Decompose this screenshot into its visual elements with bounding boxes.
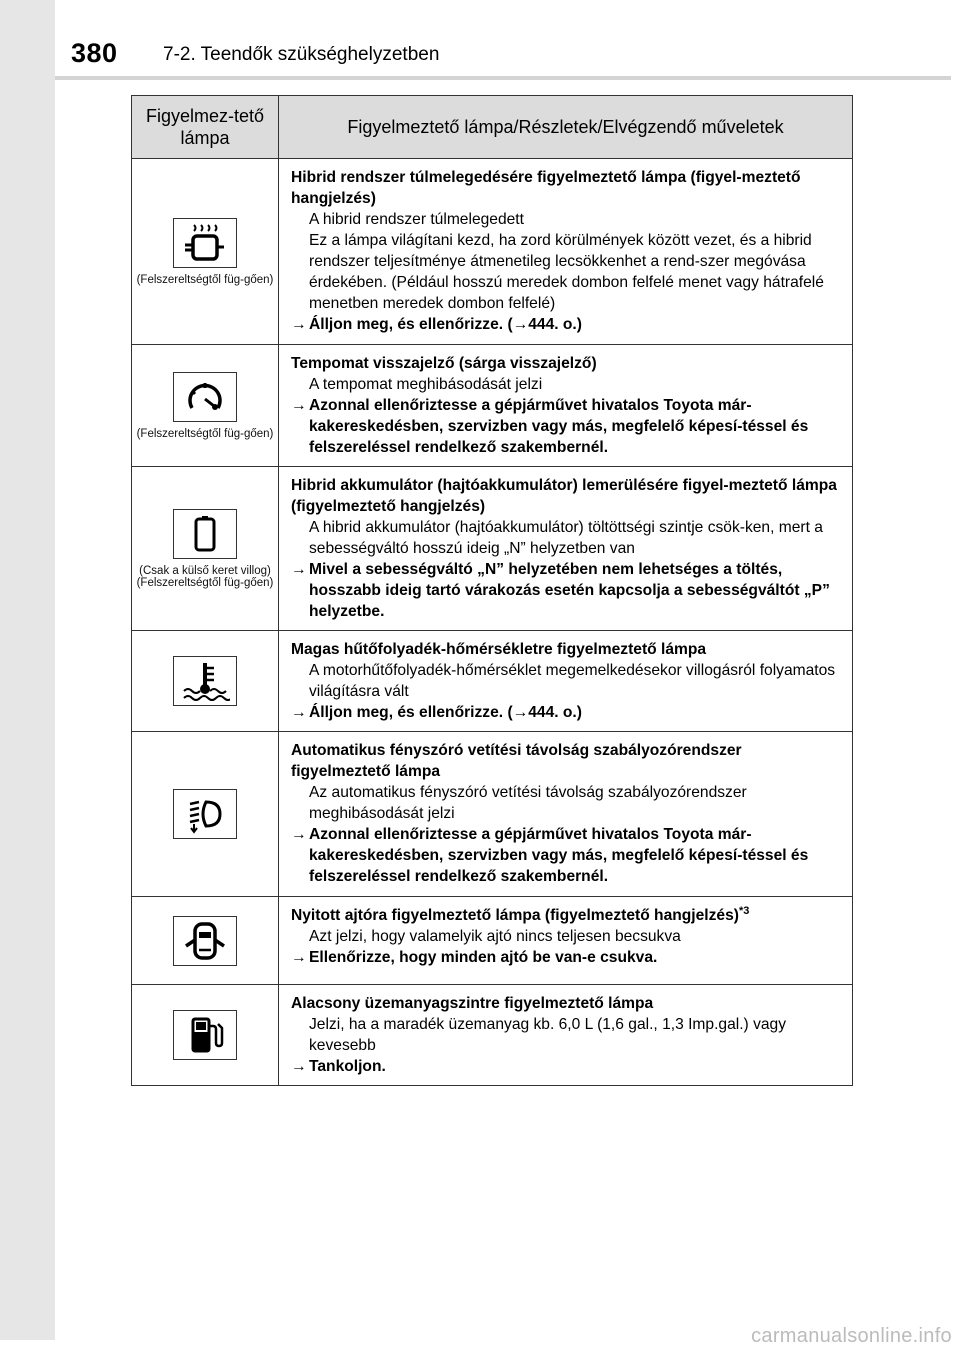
light-title-wrap — [291, 905, 842, 926]
hybrid-battery-icon — [173, 509, 237, 559]
action-text: Azonnal ellenőriztesse a gépjárművet hivatalos Toyota már-kakereskedésben, szervizben vagy más, megfelelő képesí-téssel és felszereléssel rendelkező szakembernél. — [309, 397, 809, 456]
action-item — [291, 824, 842, 887]
page-margin-bar — [0, 0, 55, 1340]
action-text: Mivel a sebességváltó „N” helyzetében nem lehetséges a töltés, hosszabb ideig tartó várakozás esetén kapcsolja a sebességváltót „P” helyzetbe. — [309, 561, 830, 620]
action-item — [291, 314, 842, 335]
coolant-temperature-icon — [173, 656, 237, 706]
light-description: A hibrid akkumulátor (hajtóakkumulátor) töltöttségi szintje csök-ken, mert a sebességváltó hosszú ideig „N” helyzetben van — [309, 519, 823, 557]
light-title: Tempomat visszajelző (sárga visszajelző) — [291, 355, 597, 372]
watermark: carmanualsonline.info — [751, 1325, 952, 1347]
light-description: A hibrid rendszer túlmelegedett — [309, 211, 524, 228]
icon-cell — [132, 159, 279, 345]
action-text: Tankoljon. — [309, 1058, 386, 1075]
action-item — [291, 559, 842, 622]
page-number: 380 — [71, 38, 118, 68]
fuel-pump-icon — [173, 1010, 237, 1060]
table-row — [132, 897, 853, 985]
icon-cell — [132, 467, 279, 631]
table-header-row — [132, 96, 853, 159]
light-title: Magas hűtőfolyadék-hőmérsékletre figyelmeztető lámpa — [291, 641, 707, 658]
warning-lights-table — [131, 95, 853, 1086]
details-cell — [279, 732, 853, 897]
icon-cell — [132, 732, 279, 897]
icon-note: (Csak a külső keret villog) — [139, 564, 271, 577]
action-item — [291, 395, 842, 458]
footnote-marker: *3 — [738, 904, 750, 917]
action-text: Azonnal ellenőriztesse a gépjárművet hivatalos Toyota már-kakereskedésben, szervizben vagy más, megfelelő képesí-téssel és felszereléssel rendelkező szakembernél. — [309, 826, 809, 885]
icon-note: (Felszereltségtől füg-gően) — [136, 576, 274, 589]
table-row — [132, 467, 853, 631]
hybrid-overheat-icon — [173, 218, 237, 268]
light-title: Alacsony üzemanyagszintre figyelmeztető lámpa — [291, 995, 654, 1012]
details-cell — [279, 467, 853, 631]
action-item — [291, 947, 842, 968]
icon-note: (Felszereltségtől füg-gően) — [136, 273, 274, 286]
action-item — [291, 702, 842, 723]
action-item — [291, 1056, 842, 1077]
arrow-icon: → — [291, 949, 307, 966]
light-title: Hibrid rendszer túlmelegedésére figyelmeztető lámpa (figyel-meztető hangjelzés) — [291, 169, 801, 207]
arrow-icon: → — [291, 1058, 307, 1075]
light-description: Ez a lámpa világítani kezd, ha zord körülmények között vezet, és a hibrid rendszer teljesítménye átmenetileg lecsökkenhet a rend-szer megóvása érdekében. (Például hosszú meredek dombon felfelé menet vagy hátrafelé menetben meredek dombon felfelé) — [309, 232, 824, 312]
light-description: Jelzi, ha a maradék üzemanyag kb. 6,0 L (1,6 gal., 1,3 Imp.gal.) vagy kevesebb — [309, 1016, 787, 1054]
action-text: Álljon meg, és ellenőrizze. (→444. o.) — [309, 704, 582, 721]
table-row — [132, 159, 853, 345]
header-rule — [55, 76, 951, 80]
arrow-icon: → — [291, 316, 307, 333]
column-header-light: Figyelmez-tető lámpa — [132, 96, 279, 159]
cruise-control-icon — [173, 372, 237, 422]
arrow-icon: → — [291, 561, 307, 578]
light-description: A tempomat meghibásodását jelzi — [309, 376, 543, 393]
icon-cell — [132, 897, 279, 985]
details-cell — [279, 985, 853, 1086]
light-description: Az automatikus fényszóró vetítési távolság szabályozórendszer meghibásodását jelzi — [309, 784, 747, 822]
headlight-leveling-icon — [173, 789, 237, 839]
action-text: Ellenőrizze, hogy minden ajtó be van-e csukva. — [309, 949, 658, 966]
icon-cell — [132, 631, 279, 732]
table-row — [132, 631, 853, 732]
table-row — [132, 985, 853, 1086]
light-description: A motorhűtőfolyadék-hőmérséklet megemelkedésekor villogásról folyamatos világításra vált — [309, 662, 836, 700]
icon-cell — [132, 985, 279, 1086]
arrow-icon: → — [291, 397, 307, 414]
door-open-icon — [173, 916, 237, 966]
light-description: Azt jelzi, hogy valamelyik ajtó nincs teljesen becsukva — [309, 928, 681, 945]
details-cell — [279, 345, 853, 467]
table-row — [132, 345, 853, 467]
details-cell — [279, 897, 853, 985]
details-cell — [279, 159, 853, 345]
light-title: Automatikus fényszóró vetítési távolság szabályozórendszer figyelmeztető lámpa — [291, 742, 742, 780]
icon-note: (Felszereltségtől füg-gően) — [136, 427, 274, 440]
light-title: Hibrid akkumulátor (hajtóakkumulátor) lemerülésére figyel-meztető lámpa (figyelmeztető hangjelzés) — [291, 477, 837, 515]
light-title: Nyitott ajtóra figyelmeztető lámpa (figyelmeztető hangjelzés) — [291, 907, 739, 924]
column-header-details: Figyelmeztető lámpa/Részletek/Elvégzendő műveletek — [279, 96, 853, 159]
arrow-icon: → — [291, 704, 307, 721]
arrow-icon: → — [291, 826, 307, 843]
section-title: 7-2. Teendők szükséghelyzetben — [163, 44, 440, 65]
action-text: Álljon meg, és ellenőrizze. (→444. o.) — [309, 316, 582, 333]
icon-cell — [132, 345, 279, 467]
table-row — [132, 732, 853, 897]
details-cell — [279, 631, 853, 732]
